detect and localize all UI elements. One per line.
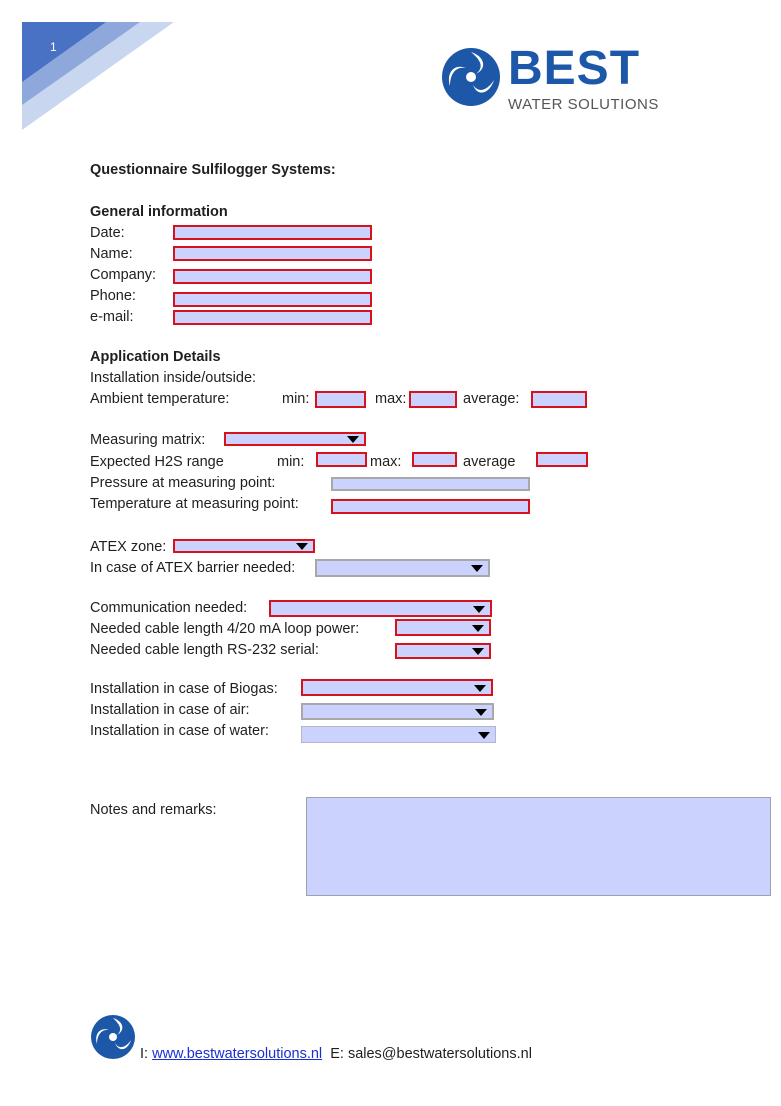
footer-email-prefix: E:: [330, 1046, 344, 1062]
temperature-label: Temperature at measuring point:: [90, 496, 299, 512]
ambient-max-field[interactable]: [409, 391, 457, 408]
communication-label: Communication needed:: [90, 600, 248, 616]
dropdown-arrow-icon: [478, 732, 490, 739]
temperature-field[interactable]: [331, 499, 530, 514]
email-address: sales@bestwatersolutions.nl: [347, 1046, 532, 1062]
dropdown-arrow-icon: [472, 648, 484, 655]
footer-water-swirl-icon: [90, 1014, 136, 1060]
h2s-average-field[interactable]: [536, 452, 588, 467]
date-field[interactable]: [173, 225, 372, 240]
name-field[interactable]: [173, 246, 372, 261]
dropdown-arrow-icon: [471, 565, 483, 572]
email-label: e-mail:: [90, 309, 134, 325]
page-number: 1: [50, 40, 57, 54]
communication-select[interactable]: [269, 600, 492, 617]
biogas-label: Installation in case of Biogas:: [90, 681, 278, 697]
atex-barrier-label: In case of ATEX barrier needed:: [90, 560, 296, 576]
water-label: Installation in case of water:: [90, 723, 269, 739]
dropdown-arrow-icon: [472, 625, 484, 632]
date-label: Date:: [90, 225, 125, 241]
atex-zone-label: ATEX zone:: [90, 539, 167, 555]
general-heading: General information: [90, 204, 228, 220]
dropdown-arrow-icon: [473, 606, 485, 613]
company-label: Company:: [90, 267, 157, 283]
ambient-max-label: max:: [375, 391, 407, 407]
footer-contact: [140, 1045, 532, 1063]
application-heading: Application Details: [90, 349, 221, 365]
dropdown-arrow-icon: [474, 685, 486, 692]
notes-textarea[interactable]: [306, 797, 771, 896]
pressure-field[interactable]: [331, 477, 530, 491]
cable-loop-label: Needed cable length 4/20 mA loop power:: [90, 621, 360, 637]
dropdown-arrow-icon: [475, 709, 487, 716]
corner-decoration: [0, 0, 180, 135]
h2s-min-label: min:: [277, 454, 305, 470]
ambient-min-field[interactable]: [315, 391, 366, 408]
ambient-average-field[interactable]: [531, 391, 587, 408]
air-select[interactable]: [301, 703, 494, 720]
footer-web-prefix: I:: [140, 1046, 149, 1062]
h2s-max-label: max:: [370, 454, 402, 470]
email-field[interactable]: [173, 310, 372, 325]
h2s-range-label: Expected H2S range: [90, 454, 224, 470]
water-swirl-icon: [440, 46, 502, 108]
ambient-average-label: average:: [463, 391, 520, 407]
dropdown-arrow-icon: [296, 543, 308, 550]
brand-logo: [440, 42, 690, 118]
biogas-select[interactable]: [301, 679, 493, 696]
cable-serial-label: Needed cable length RS-232 serial:: [90, 642, 319, 658]
dropdown-arrow-icon: [347, 436, 359, 443]
form-title: Questionnaire Sulfilogger Systems:: [90, 162, 336, 178]
ambient-temperature-label: Ambient temperature:: [90, 391, 230, 407]
pressure-label: Pressure at measuring point:: [90, 475, 276, 491]
h2s-max-field[interactable]: [412, 452, 457, 467]
air-label: Installation in case of air:: [90, 702, 250, 718]
h2s-min-field[interactable]: [316, 452, 367, 467]
phone-label: Phone:: [90, 288, 136, 304]
installation-inside-outside-label: Installation inside/outside:: [90, 370, 257, 386]
logo-tagline: WATER SOLUTIONS: [508, 96, 659, 113]
cable-serial-select[interactable]: [395, 643, 491, 659]
website-link[interactable]: www.bestwatersolutions.nl: [152, 1046, 323, 1062]
ambient-min-label: min:: [282, 391, 310, 407]
water-select[interactable]: [301, 726, 496, 743]
company-field[interactable]: [173, 269, 372, 284]
atex-zone-select[interactable]: [173, 539, 315, 553]
measuring-matrix-label: Measuring matrix:: [90, 432, 206, 448]
phone-field[interactable]: [173, 292, 372, 307]
name-label: Name:: [90, 246, 133, 262]
measuring-matrix-select[interactable]: [224, 432, 366, 446]
atex-barrier-select[interactable]: [315, 559, 490, 577]
notes-label: Notes and remarks:: [90, 802, 217, 818]
cable-loop-select[interactable]: [395, 619, 491, 636]
h2s-average-label: average: [463, 454, 516, 470]
logo-brand: BEST: [508, 42, 641, 95]
